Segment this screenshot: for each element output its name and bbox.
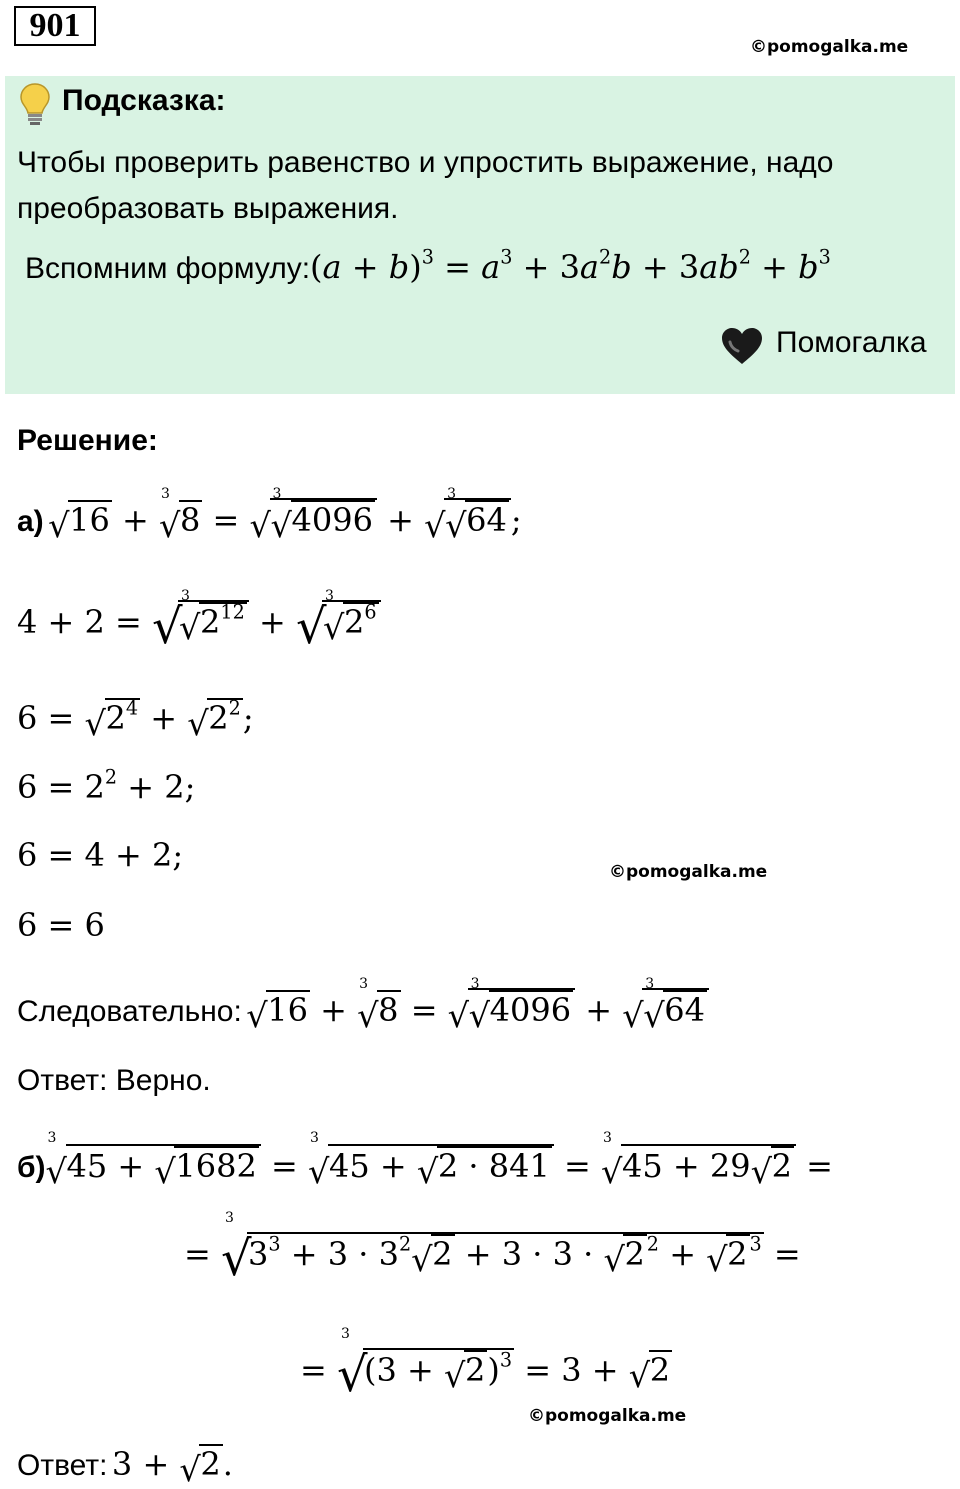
step-a-1 [17,486,522,546]
step-a-6: 6 = 6 [17,906,105,944]
math-expr: 3 √ 45 + √ 1682 = 3 √ 45 + √ 2 · 841 = 3 √ 45 + 29 √ 2 = [45,1130,833,1192]
step-a-3: 6 = √ $2^4$ + √ $2^2$; [17,696,254,744]
step-b-1 [17,1130,833,1192]
watermark-bottom: ©pomogalka.me [528,1406,687,1426]
math-expr: 3 + √ 2. [111,1445,233,1489]
step-a-5: 6 = 4 + 2; [17,836,184,874]
lightbulb-icon [18,82,52,126]
part-b-label: б) [17,1151,46,1184]
part-a-label: а) [17,505,44,538]
step-b-3: = 3 √ (3 + √ 2)$^3$ = 3 + √ 2 [300,1326,671,1403]
math-expr: √ 16 + 3 √ 8 = √ 3 √ 4096 + √ 3 √ 64 ; [48,486,522,546]
therefore-label: Следовательно: [17,995,242,1028]
math-expr: √ 16 + 3 √ 8 = √ 3 √ 4096 + √ 3 √ 64 [246,991,709,1029]
step-a-4: $6 = 2^2 + 2$; [17,765,196,806]
answer-a: Ответ: Верно. [17,1064,211,1097]
formula-label: Вспомним формулу: [25,252,311,285]
watermark-top: ©pomogalka.me [750,37,909,57]
step-a-2: 4 + 2 = √ 3 √ $2^{12}$ + √ 3 √ $2^6$ [17,600,381,641]
solution-title: Решение: [17,424,158,457]
therefore-line [17,976,709,1036]
brand-name: Помогалка [776,326,927,359]
answer-b [17,1444,233,1489]
problem-number: 901 [14,6,96,46]
cube-formula: $(a + b)^3 = a^3 + 3a^2b + 3ab^2 + b^3$ [310,245,831,286]
watermark-middle: ©pomogalka.me [609,862,768,882]
step-b-2: = 3 √ $3^3 + 3 \cdot 3^2$ √ 2 + 3 · 3 · √ 2 $^2$ + √ 2 $^3$ = [184,1210,801,1287]
hint-text-line2: преобразовать выражения. [17,192,399,225]
hint-title: Подсказка: [62,84,226,117]
heart-icon [720,326,764,366]
hint-formula [25,245,831,286]
hint-text-line1: Чтобы проверить равенство и упростить выражение, надо [17,146,834,179]
answer-b-label: Ответ: [17,1449,108,1482]
